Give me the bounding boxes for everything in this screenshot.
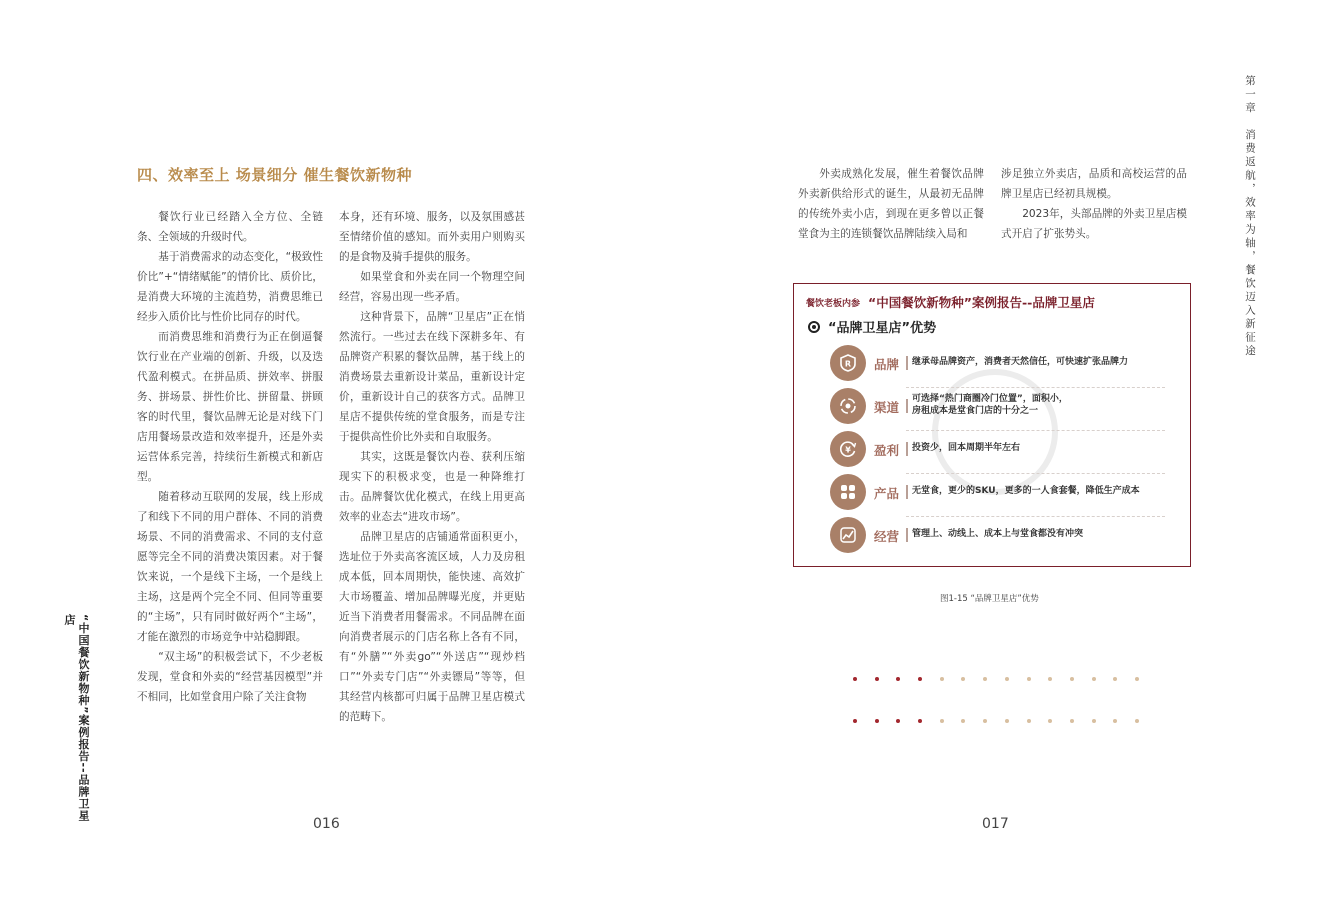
dot bbox=[1135, 719, 1139, 723]
paragraph: 这种背景下，品牌“卫星店”正在悄然流行。一些过去在线下深耕多年、有品牌资产积累的餐饮品牌，基于线上的消费场景去重新设计菜品，重新设计定价，重新设计自己的获客方式。品牌卫星店不提供传统的堂食服务，而是专注于提供高性价比外卖和自取服务。 bbox=[339, 311, 525, 443]
divider bbox=[906, 528, 908, 542]
svg-text:¥: ¥ bbox=[845, 445, 851, 455]
dot bbox=[918, 719, 922, 723]
dot bbox=[875, 677, 879, 681]
card-header bbox=[806, 293, 1095, 311]
divider bbox=[906, 485, 908, 499]
page-number-left: 016 bbox=[313, 816, 340, 832]
dot bbox=[1027, 677, 1031, 681]
dot bbox=[983, 677, 987, 681]
dot bbox=[1113, 677, 1117, 681]
paragraph: 如果堂食和外卖在同一个物理空间经营，容易出现一些矛盾。 bbox=[339, 271, 525, 303]
row-label: 产品 bbox=[874, 486, 900, 501]
dot bbox=[1005, 677, 1009, 681]
dot bbox=[896, 677, 900, 681]
chapter-side-title: 第一章 消费返航，效率为轴，餐饮迈入新征途 bbox=[1244, 75, 1256, 359]
dot bbox=[1048, 677, 1052, 681]
row-description: 管理上、动线上、成本上与堂食都没有冲突 bbox=[912, 529, 1084, 539]
r-badge-icon bbox=[830, 345, 866, 381]
dot bbox=[1070, 677, 1074, 681]
paragraph: 而消费思维和消费行为正在倒逼餐饮行业在产业端的创新、升级，以及迭代盈利模式。在拼品质、拼效率、拼服务、拼场景、拼性价比、拼留量、拼顾客的时代里，餐饮品牌无论是对线下门店用餐场景改造和效率提升，还是外卖运营体系完善，持续衍生新模式和新店型。 bbox=[137, 331, 323, 483]
dot bbox=[896, 719, 900, 723]
paragraph: 2023年，头部品牌的外卖卫星店模式开启了扩张势头。 bbox=[1001, 208, 1187, 240]
chart-icon bbox=[830, 517, 866, 553]
side-report-title: “中国餐饮新物种”案例报告--品牌卫星店 bbox=[63, 614, 90, 822]
row-label: 渠道 bbox=[874, 400, 900, 415]
card-subtitle: “品牌卫星店”优势 bbox=[828, 321, 937, 336]
svg-text:R: R bbox=[844, 359, 852, 369]
paragraph: 涉足独立外卖店，品质和高校运营的品牌卫星店已经初具规模。 bbox=[1001, 168, 1187, 200]
divider bbox=[906, 442, 908, 456]
paragraph: 品牌卫星店的店铺通常面积更小，选址位于外卖高客流区域，人力及房租成本低，回本周期快，能快速、高效扩大市场覆盖、增加品牌曝光度，并更贴近当下消费者用餐需求。不同品牌在面向消费者展示的门店名称上各有不同，有“外膳”“外卖go”“外送店”“现炒档口”“外卖专门店”“外卖镖局”等等，但其经营内核都可归属于品牌卫星店模式的范畴下。 bbox=[339, 531, 525, 723]
card-subtitle-row bbox=[808, 317, 936, 336]
dot bbox=[1092, 719, 1096, 723]
decorative-dots-row bbox=[853, 719, 1157, 723]
dot bbox=[1027, 719, 1031, 723]
paragraph: 基于消费需求的动态变化，“极致性价比”+“情绪赋能”的情价比、质价比，是消费大环境的主流趋势，消费思维已经步入质价比与性价比同存的时代。 bbox=[137, 251, 323, 323]
divider bbox=[906, 399, 908, 413]
grid-icon bbox=[830, 474, 866, 510]
channel-icon bbox=[830, 388, 866, 424]
bullet-icon bbox=[808, 321, 820, 333]
dot bbox=[1048, 719, 1052, 723]
row-description-line: 房租成本是堂食门店的十分之一 bbox=[912, 406, 1039, 416]
dot bbox=[940, 677, 944, 681]
dot bbox=[1005, 719, 1009, 723]
row-description bbox=[912, 393, 1068, 417]
decorative-dots-row bbox=[853, 677, 1157, 681]
figure-caption: 图1-15 “品牌卫星店”优势 bbox=[940, 594, 1039, 604]
left-column-1 bbox=[137, 207, 323, 707]
page-number-right: 017 bbox=[982, 816, 1009, 832]
advantage-row-product bbox=[830, 474, 1165, 512]
dot bbox=[961, 719, 965, 723]
advantage-row-profit bbox=[830, 431, 1165, 469]
dot bbox=[875, 719, 879, 723]
yen-cycle-icon bbox=[830, 431, 866, 467]
dot bbox=[940, 719, 944, 723]
paragraph: 餐饮行业已经踏入全方位、全链条、全领域的升级时代。 bbox=[137, 211, 323, 243]
paragraph: 随着移动互联网的发展，线上形成了和线下不同的用户群体、不同的消费场景、不同的消费需求、不同的支付意愿等完全不同的消费决策因素。对于餐饮来说，一个是线下主场，一个是线上主场，这是两个完全不同、但同等重要的“主场”，只有同时做好两个“主场”，才能在激烈的市场竞争中站稳脚跟。 bbox=[137, 491, 323, 643]
paragraph: “双主场”的积极尝试下，不少老板发现，堂食和外卖的“经营基因模型”并不相同，比如堂食用户除了关注食物 bbox=[137, 651, 323, 703]
right-column-2 bbox=[1001, 164, 1187, 244]
dot bbox=[1070, 719, 1074, 723]
advantage-row-channel bbox=[830, 388, 1165, 426]
left-column-2 bbox=[339, 207, 525, 727]
dot bbox=[1113, 719, 1117, 723]
section-title: 四、效率至上 场景细分 催生餐饮新物种 bbox=[137, 166, 412, 184]
dot bbox=[1135, 677, 1139, 681]
row-label: 品牌 bbox=[874, 357, 900, 372]
advantage-row-brand bbox=[830, 345, 1165, 383]
paragraph: 外卖成熟化发展，催生着餐饮品牌外卖新供给形式的诞生，从最初无品牌的传统外卖小店，到现在更多曾以正餐堂食为主的连锁餐饮品牌陆续入局和 bbox=[798, 168, 984, 240]
row-description-line: 可选择“热门商圈冷门位置”，面积小， bbox=[912, 394, 1068, 404]
brand-logo: 餐饮老板内参 bbox=[806, 298, 861, 309]
row-label: 经营 bbox=[874, 529, 900, 544]
divider bbox=[906, 356, 908, 370]
card-title: “中国餐饮新物种”案例报告--品牌卫星店 bbox=[868, 295, 1095, 310]
dot bbox=[961, 677, 965, 681]
figure-card bbox=[793, 283, 1191, 567]
paragraph: 其实，这既是餐饮内卷、获利压缩现实下的积极求变，也是一种降维打击。品牌餐饮优化模式，在线上用更高效率的业态去“进攻市场”。 bbox=[339, 451, 525, 523]
dot bbox=[983, 719, 987, 723]
row-description: 无堂食，更少的SKU，更多的一人食套餐，降低生产成本 bbox=[912, 486, 1140, 496]
advantage-row-operation bbox=[830, 517, 1165, 555]
row-description: 投资少，回本周期半年左右 bbox=[912, 443, 1021, 453]
row-description: 继承母品牌资产，消费者天然信任，可快速扩张品牌力 bbox=[912, 357, 1129, 367]
dot bbox=[918, 677, 922, 681]
dot bbox=[1092, 677, 1096, 681]
dot bbox=[853, 677, 857, 681]
paragraph: 本身，还有环境、服务，以及氛围感甚至情绪价值的感知。而外卖用户则购买的是食物及骑手提供的服务。 bbox=[339, 211, 525, 263]
dot bbox=[853, 719, 857, 723]
row-label: 盈利 bbox=[874, 443, 900, 458]
right-column-1 bbox=[798, 164, 984, 244]
